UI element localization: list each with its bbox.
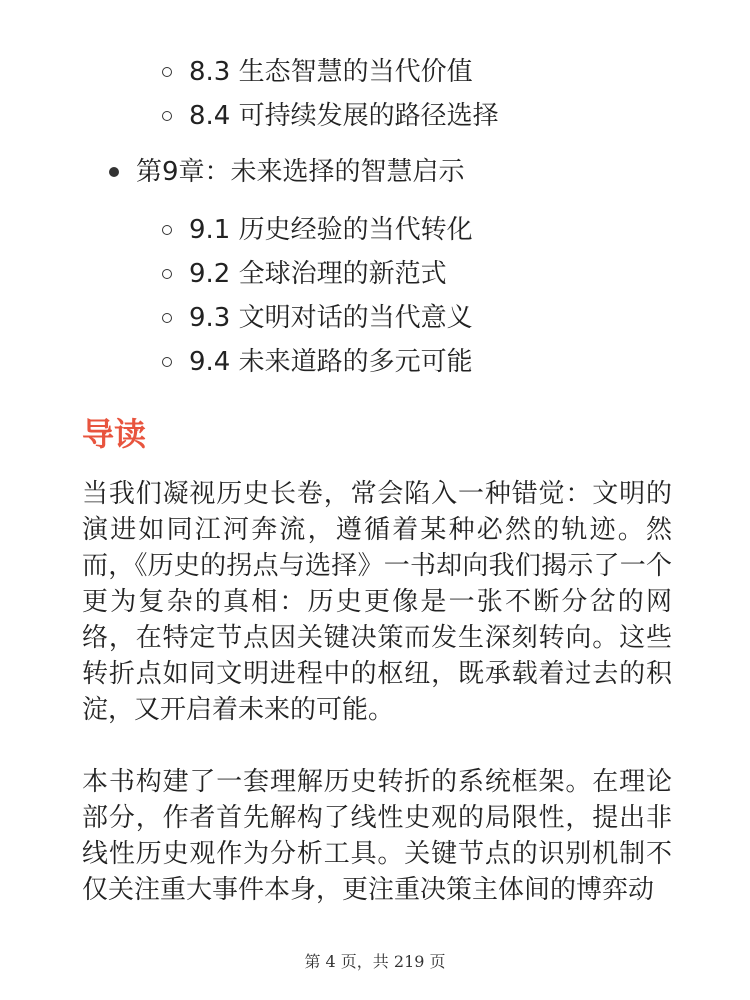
toc-item: [162, 296, 473, 340]
toc-item: [162, 340, 473, 384]
filled-circle-icon: [109, 167, 119, 177]
chapter8-section-list: [162, 50, 499, 138]
toc-item: [162, 50, 499, 94]
toc-item-label: 9.2 全球治理的新范式: [189, 259, 447, 289]
toc-item: [162, 208, 473, 252]
toc-item-label: 9.3 文明对话的当代意义: [189, 303, 473, 333]
toc-item-label: 9.1 历史经验的当代转化: [189, 215, 473, 245]
hollow-circle-icon: [162, 313, 172, 323]
hollow-circle-icon: [162, 269, 172, 279]
hollow-circle-icon: [162, 357, 172, 367]
toc-item-label: 8.4 可持续发展的路径选择: [189, 101, 499, 131]
chapter9-section-list: [162, 208, 473, 384]
toc-item-label: 9.4 未来道路的多元可能: [189, 347, 473, 377]
hollow-circle-icon: [162, 225, 172, 235]
hollow-circle-icon: [162, 111, 172, 121]
hollow-circle-icon: [162, 67, 172, 77]
page-number-footer: 第 4 页，共 219 页: [304, 952, 446, 971]
toc-chapter-label: 第9章：未来选择的智慧启示: [136, 157, 465, 187]
section-heading: 导读: [82, 415, 147, 453]
chapter-list: [109, 150, 465, 194]
body-paragraph: 当我们凝视历史长卷，常会陷入一种错觉：文明的演进如同江河奔流，遵循着某种必然的轨迹。然而，《历史的拐点与选择》一书却向我们揭示了一个更为复杂的真相：历史更像是一张不断分岔的网络，在特定节点因关键决策而发生深刻转向。这些转折点如同文明进程中的枢纽，既承载着过去的积淀，又开启着未来的可能。: [82, 479, 672, 725]
toc-item: [162, 252, 473, 296]
toc-item: [162, 94, 499, 138]
toc-chapter-item: [109, 150, 465, 194]
body-paragraph: 本书构建了一套理解历史转折的系统框架。在理论部分，作者首先解构了线性史观的局限性，提出非线性历史观作为分析工具。关键节点的识别机制不仅关注重大事件本身，更注重决策主体间的博弈动: [82, 767, 672, 905]
toc-item-label: 8.3 生态智慧的当代价值: [189, 57, 473, 87]
